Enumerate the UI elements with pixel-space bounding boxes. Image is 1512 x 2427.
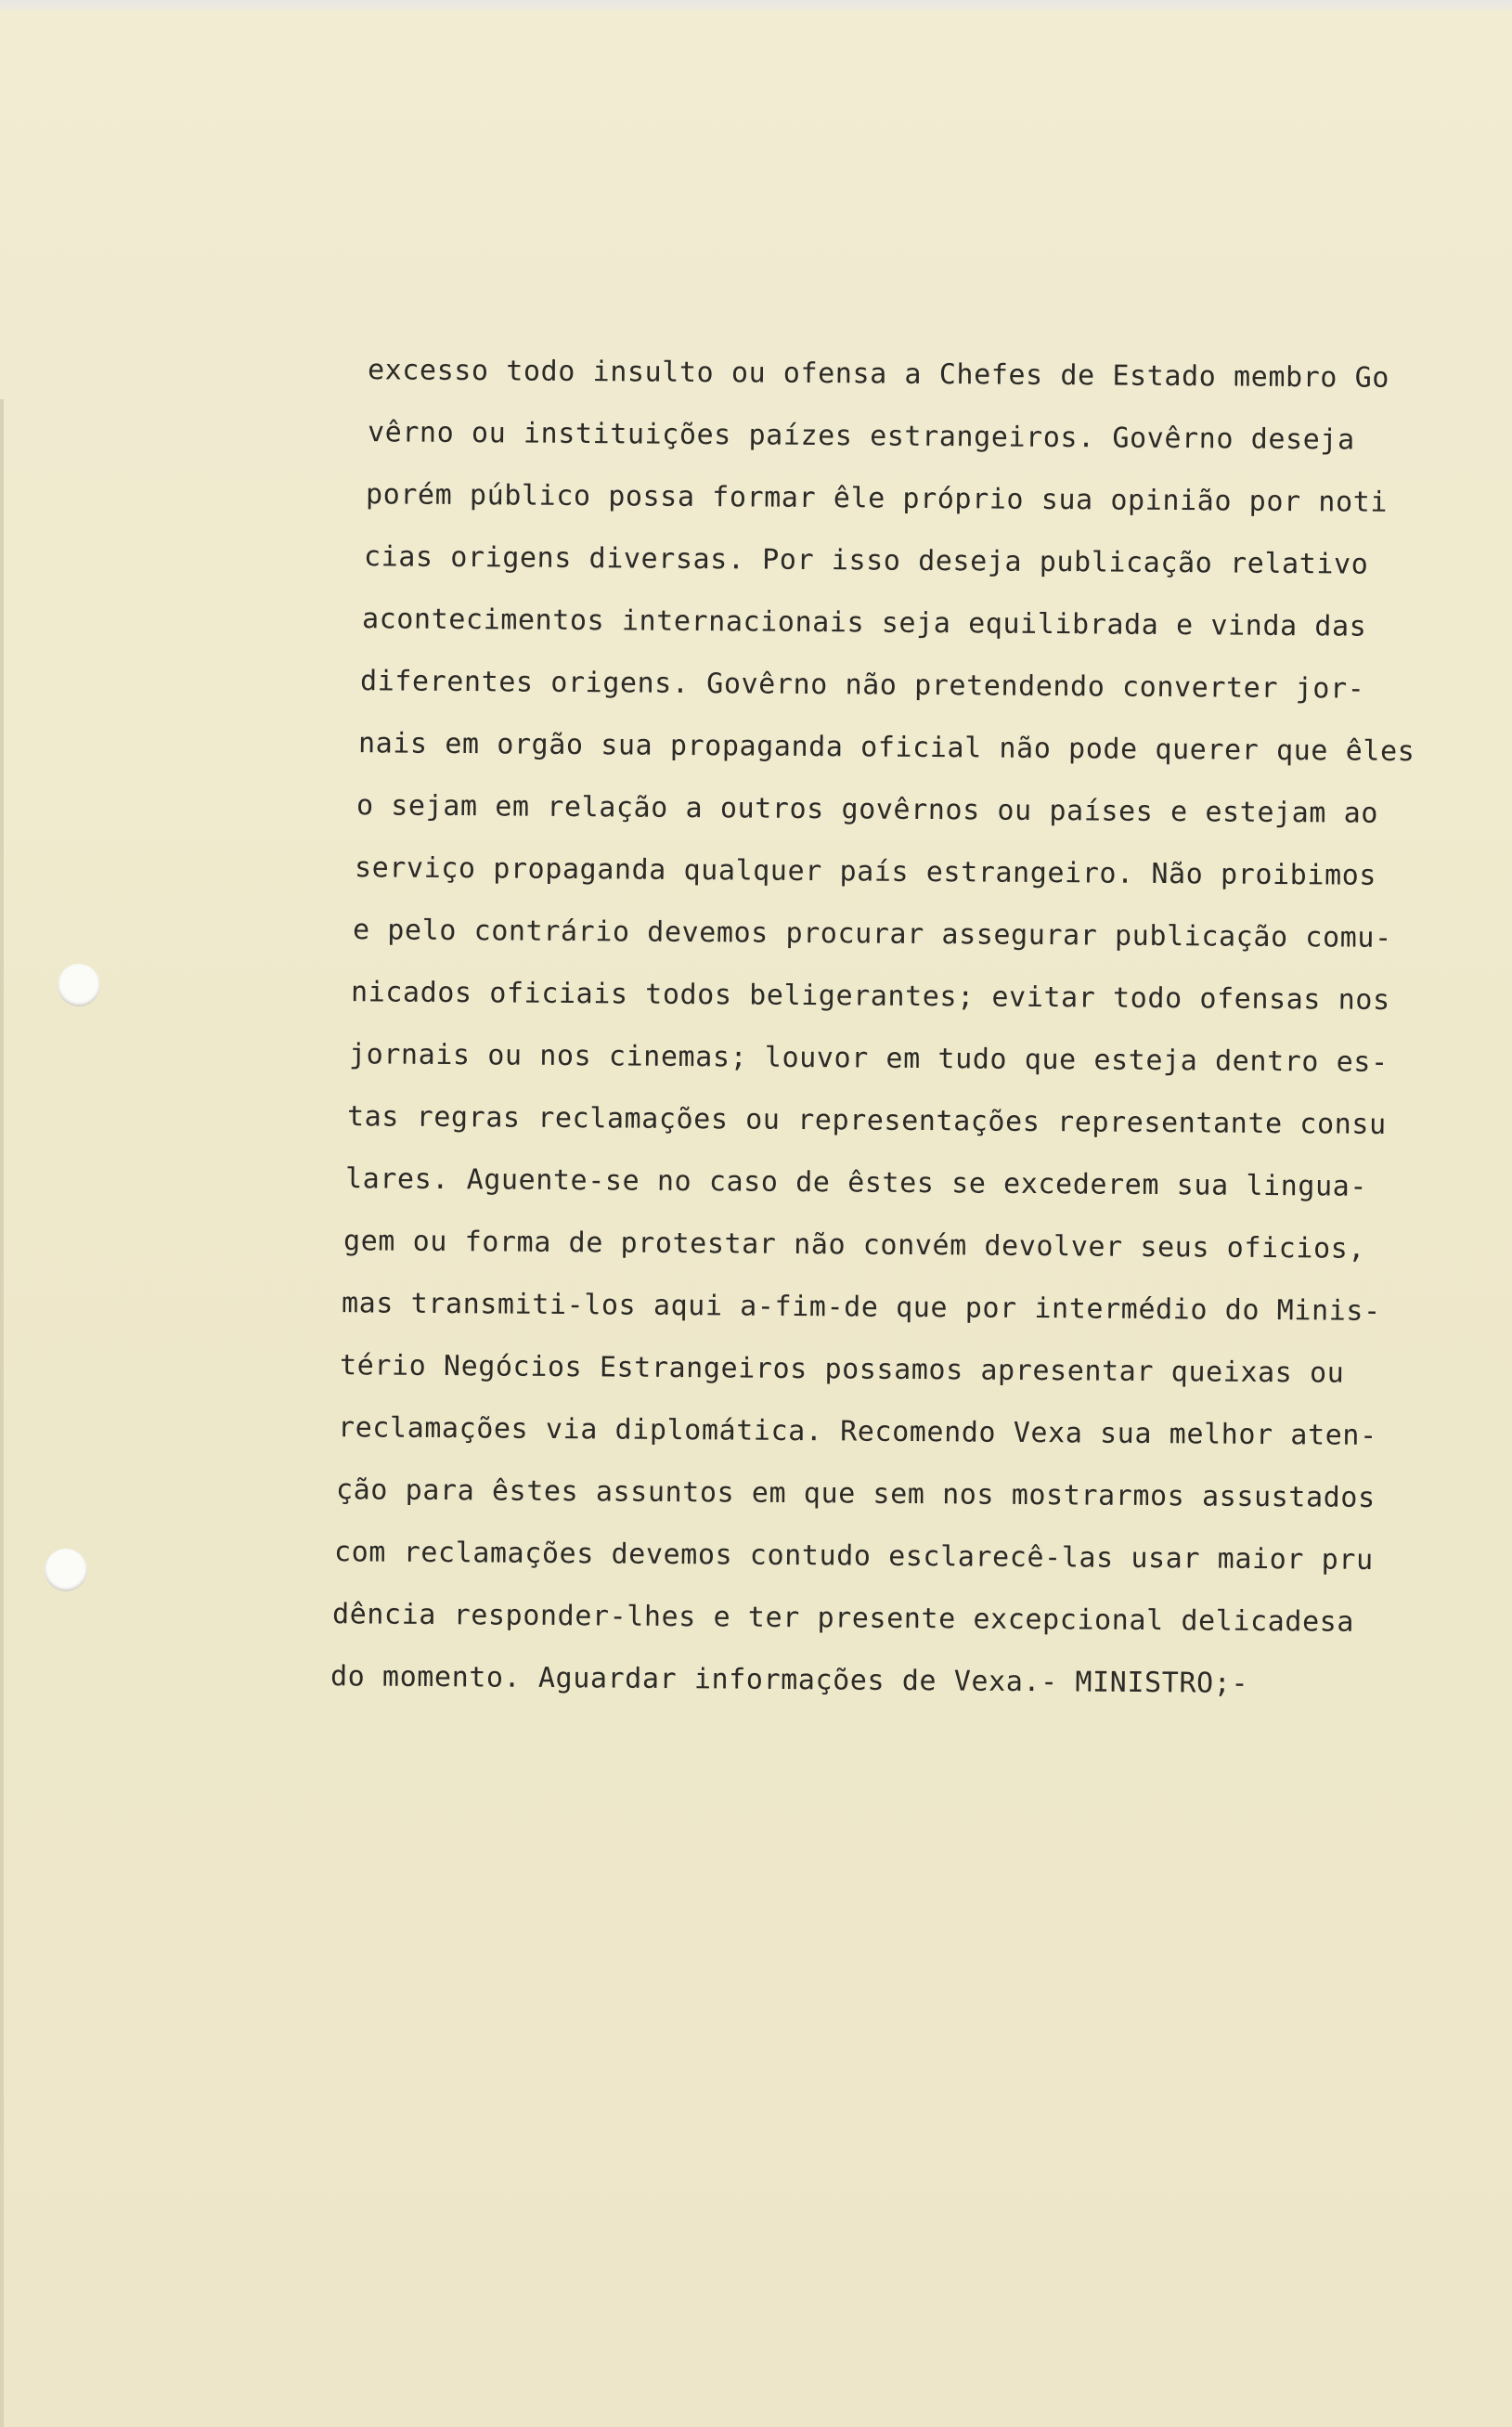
text-line: acontecimentos internacionais seja equilibrada e vinda das <box>361 603 1367 643</box>
text-line: gem ou forma de protestar não convém devolver seus oficios, <box>342 1225 1366 1265</box>
text-line: e pelo contrário devemos procurar assegurar publicação comu- <box>352 914 1392 954</box>
punch-hole <box>58 964 100 1006</box>
text-line: lares. Aguente-se no caso de êstes se excederem sua lingua- <box>344 1162 1368 1203</box>
text-line: do momento. Aguardar informações de Vexa.- MINISTRO;- <box>330 1660 1249 1700</box>
text-line: o sejam em relação a outros govêrnos ou países e estejam ao <box>355 789 1379 830</box>
text-line: serviço propaganda qualquer país estrangeiro. Não proibimos <box>354 851 1377 892</box>
text-line: vêrno ou instituições paízes estrangeiros. Govêrno deseja <box>367 416 1355 457</box>
text-line: mas transmiti-los aqui a-fim-de que por intermédio do Minis- <box>341 1287 1381 1328</box>
text-line: ção para êstes assuntos em que sem nos mostrarmos assustados <box>335 1473 1376 1514</box>
text-line: tério Negócios Estrangeiros possamos apresentar queixas ou <box>339 1349 1345 1390</box>
text-line: jornais ou nos cinemas; louvor em tudo que esteja dentro es- <box>348 1038 1389 1079</box>
typed-letter-body <box>330 344 1487 1712</box>
text-line: excesso todo insulto ou ofensa a Chefes de Estado membro Go <box>367 354 1390 395</box>
text-line: porém público possa formar êle próprio sua opinião por noti <box>365 478 1389 519</box>
page-left-edge <box>0 399 4 2427</box>
text-line: cias origens diversas. Por isso deseja publicação relativo <box>363 540 1369 581</box>
text-line: dência responder-lhes e ter presente excepcional delicadesa <box>331 1598 1355 1639</box>
text-line: diferentes origens. Govêrno não pretendendo converter jor- <box>359 665 1365 706</box>
text-line: nicados oficiais todos beligerantes; evitar todo ofensas nos <box>350 976 1390 1017</box>
text-line: reclamações via diplomática. Recomendo Vexa sua melhor aten- <box>337 1411 1377 1452</box>
page-top-edge <box>0 0 1512 11</box>
text-line: nais em orgão sua propaganda oficial não pode querer que êles <box>357 727 1415 769</box>
text-line: com reclamações devemos contudo esclarecê-las usar maior pru <box>333 1536 1374 1577</box>
punch-hole <box>45 1549 87 1591</box>
text-line: tas regras reclamações ou representações representante consu <box>346 1100 1387 1141</box>
